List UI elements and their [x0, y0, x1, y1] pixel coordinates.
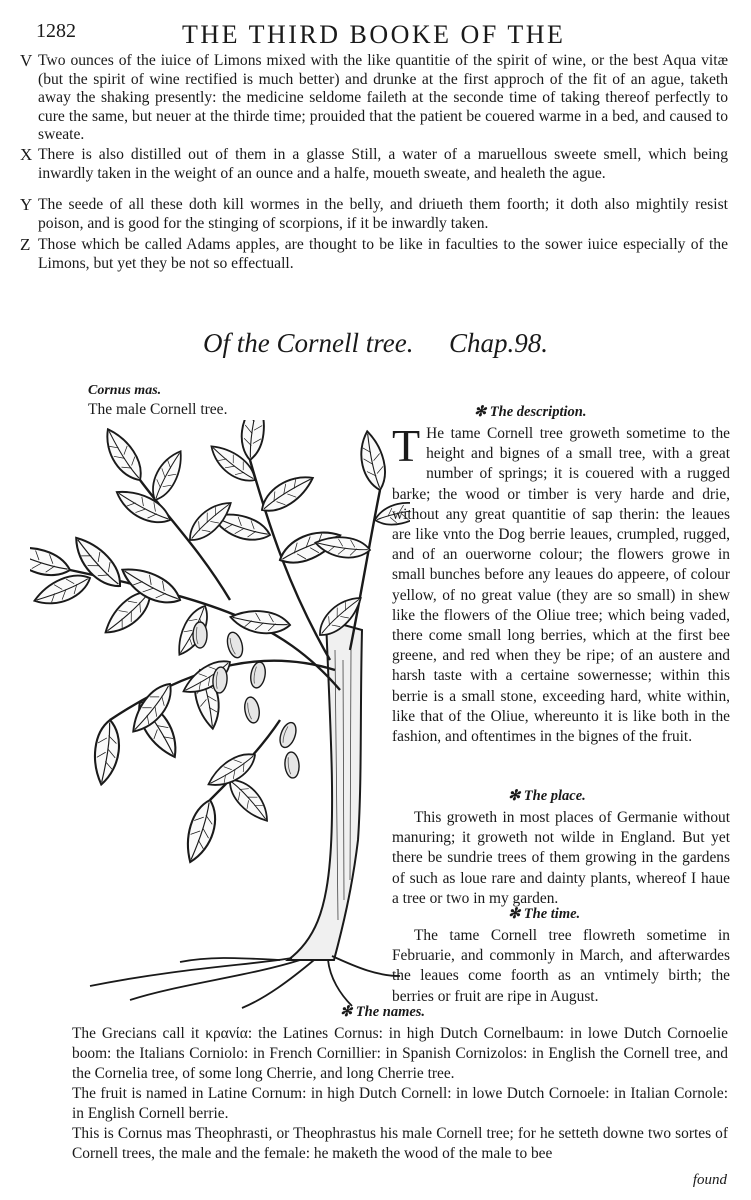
- section-letter: Y: [20, 195, 33, 214]
- section-letter: X: [20, 145, 33, 164]
- chapter-heading: [0, 328, 751, 359]
- tree-roots: [90, 956, 400, 1008]
- drop-cap: T: [392, 420, 421, 471]
- names-paragraph-1: The Grecians call it κρανία: the Latines Cornus: in high Dutch Cornelbaum: in lowe Dutch Cornoelie boom: the Italians Corniolo: in French Cornillier: in Spanish Cornizolos: in English the Cornell tree, and the Cornelia tree, of some long Cherrie, and long Cherrie tree.: [72, 1025, 728, 1082]
- page-number: 1282: [36, 20, 76, 42]
- section-text: There is also distilled out of them in a glasse Still, a water of a maruellous sweete smell, which being inwardly taken in the weight of an ounce and a halfe, moueth sweate, and healeth the ague.: [38, 146, 728, 182]
- tree-trunk: [288, 620, 362, 960]
- place-text: This groweth in most places of Germanie without manuring; it groweth not wilde in England. But yet there be sundrie trees of them growing in the gardens of such as loue rare and dainty plants, whereof I haue a tree or two in my garden.: [392, 809, 730, 907]
- running-head: THE THIRD BOOKE OF THE: [182, 20, 566, 49]
- chapter-number: Chap.98.: [448, 328, 548, 358]
- catchword: found: [692, 1172, 727, 1188]
- chapter-title: Of the Cornell tree.: [203, 328, 414, 358]
- section-text: Two ounces of the iuice of Limons mixed with the like quantitie of the spirit of wine, or the best Aqua vitæ (but the spirit of wine rectified is much better) and drunke at the first approch of the fit of an ague, taketh away the shaking presently: the medicine seldome faileth at the seconde time of taking thereof perfectly to cure the same, but neuer at the thirde time; prouided that the patient be couered warme in a bed, and caused to sweate.: [38, 52, 728, 144]
- section-letter: V: [20, 51, 33, 70]
- section-letter: Z: [20, 235, 31, 254]
- section-text: The seede of all these doth kill wormes in the belly, and driueth them foorth; it doth also mightily resist poison, and is good for the stinging of scorpions, if it be inwardly taken.: [38, 196, 728, 232]
- figure-english-name: The male Cornell tree.: [88, 401, 228, 418]
- description-text: [392, 420, 730, 784]
- names-heading: ✻ The names.: [340, 1004, 426, 1020]
- description-body: He tame Cornell tree groweth sometime to the height and bignes of a small tree, with a great number of springs; it is couered with a rugged barke; the wood or timber is very harde and drie, without any great quantitie of sap therin: the leaues are like vnto the Dog berrie leaues, crumpled, rugged, and of an ouerworne colour; the flowers growe in small bunches before any leaues do appeere, of colour yellow, of no great value (they are so small) in shew like the flowers of the Oliue tree; which being vaded, there come small long berries, which at the first bee greene, and red when they be ripe; of an austere and harsh taste with a certaine sowernesse; within this berrie is a small stone, exceeding hard, white within, like that of the Oliue, whereunto it is like both in the fashion, and oftentimes in the bignes of the fruit.: [392, 425, 730, 746]
- description-heading: ✻ The description.: [474, 404, 587, 420]
- time-heading: ✻ The time.: [508, 906, 581, 922]
- section-x: [20, 145, 728, 183]
- names-paragraph-3: This is Cornus mas Theophrasti, or Theophrastus his male Cornell tree; for he setteth downe two sortes of Cornell trees, the male and the female: he maketh the wood of the male to bee: [72, 1125, 728, 1162]
- section-v: [20, 51, 728, 145]
- names-paragraph-2: The fruit is named in Latine Cornum: in high Dutch Cornell: in lowe Dutch Cornoele: in Italian Cornole: in English Cornell berrie.: [72, 1085, 728, 1122]
- place-heading: ✻ The place.: [508, 788, 586, 804]
- time-text: The tame Cornell tree flowreth sometime in Februarie, and commonly in March, and afterwardes the leaues come foorth as an vntimely birth; the berries or fruit are ripe in August.: [392, 927, 730, 1005]
- section-text: Those which be called Adams apples, are thought to be like in faculties to the sower iuice especially of the Limons, but yet they be not so effectuall.: [38, 236, 728, 272]
- section-y: [20, 195, 728, 233]
- section-z: [20, 235, 728, 273]
- figure-latin-name: Cornus mas.: [88, 383, 162, 398]
- cornell-tree-woodcut: [30, 420, 410, 1010]
